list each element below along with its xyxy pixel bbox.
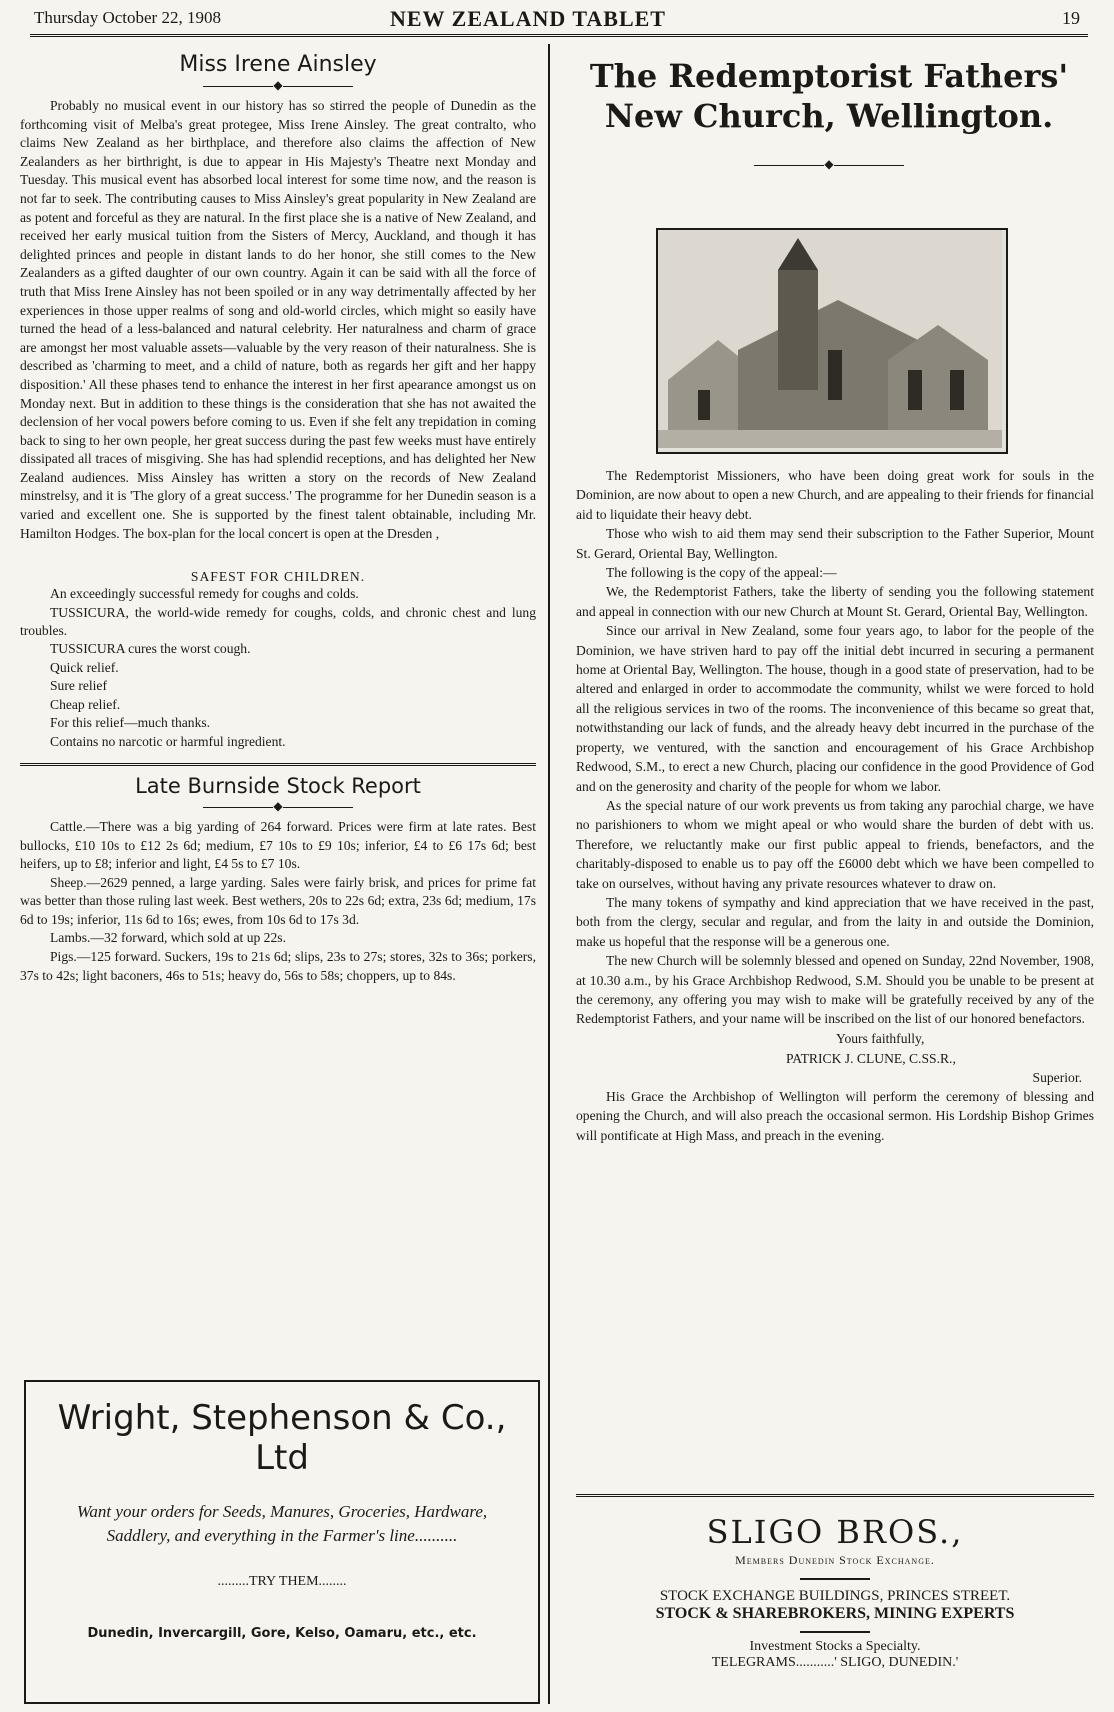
ad-slogan: Want your orders for Seeds, Manures, Groceries, Hardware, Saddlery, and everything in the Farmer's line.......... (76, 1502, 488, 1545)
sligo-trade: STOCK & SHAREBROKERS, MINING EXPERTS (655, 1605, 1015, 1622)
church-title-line1: The Redemptorist Fathers' (589, 57, 1069, 95)
page-header (30, 4, 1088, 37)
ainsley-body: Probably no musical event in our history has so stirred the people of Dunedin as the forthcoming visit of Melba's great protegee, Miss Irene Ainsley. The great contralto, who claims New Zealand as her birthplace, and therefore also claims the affection of New Zealanders as her birthright, is due to appear in His Majesty's Theatre next Monday and Tuesday. This musical event has absorbed local interest for some time now, and the reason is not far to seek. The contributing causes to Miss Ainsley's great popularity in New Zealand are as potent and forceful as they are natural. In the first place she is a native of New Zealand, and received her early musical tuition from the Sisters of Mercy, Auckland, and though it has delighted princes and people in distant lands to do her honor, she still comes to the New Zealanders as a gifted daughter of our own country. Again it can be said with all the force of truth that Miss Irene Ainsley has not been spoiled or in any way detrimentally affected by her experiences in those upper realms of song and old-world circles, which might so easily have turned the head of a less-balanced and natural celebrity. Her naturalness and charm of grace are amongst her most valuable assets—valuable by the very reason of their naturalness. She is described as 'charming to meet, and a child of nature, both as regards her gift and her happy disposition.' All these phases tend to enhance the interest in her first apearance amongst us on Monday next. But in addition to these things is the consideration that she has not awaited the declension of her vocal powers before coming to us. Even if she felt any trepidation in coming back to sing to her own people, her great success during the past few weeks must have entirely dissipated all traces of misgiving. She has had splendid receptions, and has delighted her New Zealand audiences. Miss Ainsley has written a story on the records of New Zealand minstrelsy, and it is 'The glory of a great success.' The programme for her Dunedin season is a varied and excellent one. She is supported by the finest talent obtainable, including Mr. Hamilton Hodges. The box-plan for the local concert is open at the Dresden , (20, 98, 536, 541)
list-item: Sure relief (50, 678, 107, 694)
short-rule (800, 1578, 870, 1580)
column-rule (548, 44, 550, 1704)
tussicura-line1: An exceedingly successful remedy for coughs and colds. (50, 586, 359, 602)
section-rule (20, 763, 536, 766)
list-item: For this relief—much thanks. (50, 715, 211, 731)
section-rule (576, 1494, 1094, 1497)
short-rule (800, 1631, 870, 1633)
church-p1: We, the Redemptorist Fathers, take the liberty of sending you the following statement and appeal in connection with our new Church at Mount St. Gerard, Oriental Bay, Wellington. (576, 584, 1094, 619)
ornament-divider: ◆ (564, 158, 1094, 170)
burnside-lambs: Lambs.—32 forward, which sold at up 22s. (50, 930, 286, 946)
right-column (564, 44, 1094, 176)
sligo-specialty: Investment Stocks a Specialty. (749, 1639, 921, 1654)
issue-date: Thursday October 22, 1908 (34, 8, 221, 27)
church-p5: The new Church will be solemnly blessed and opened on Sunday, 22nd November, 1908, at 10.30 a.m., by his Grace Archbishop Redwood, S.M. Should you be unable to be present at the ceremony, any offering you may wish to make will be gratefully received by any of the Redemptorist Fathers, and your name will be inscribed on the list of our honored benefactors. (576, 953, 1094, 1027)
church-p2: Since our arrival in New Zealand, some four years ago, to labor for the people of the Dominion, we have striven hard to pay off the initial debt incurred in securing a permanent home at Oriental Bay, Wellington. The house, though in a good state of preservation, had to be altered and enlarged in order to accommodate the community, whilst we were forced to hold all the religious services in two of the rooms. The inconvenience of this became so great that, notwithstanding our lack of funds, and the already heavy debt incurred in the purchase of the property, we ventured, with the sanction and encouragement of his Grace Archbishop Redwood, S.M., to erect a new Church, placing our confidence in the good Providence of God and on the generosity and charity of the people for whom we labor. (576, 623, 1094, 794)
ad-company-suffix: Ltd (255, 1438, 309, 1478)
ad-try-them: .........TRY THEM........ (217, 1574, 347, 1589)
ainsley-title: Miss Irene Ainsley (179, 52, 377, 77)
church-title (564, 56, 1094, 136)
ornament-divider: ◆ (20, 800, 536, 812)
church-p4: The many tokens of sympathy and kind appreciation that we have received in the past, both from the clergy, secular and regular, and from the laity in and outside the Dominion, make us hopeful that the response will be a generous one. (576, 894, 1094, 949)
tussicura-line3: TUSSICURA cures the worst cough. (50, 641, 251, 657)
burnside-cattle: Cattle.—There was a big yarding of 264 forward. Prices were firm at late rates. Best bullocks, £10 10s to £12 2s 6d; medium, £7 10s to £9 10s; inferior, £4 to £6 17s 6d; best heifers, up to £8; inferior and light, £4 5s to £7 10s. (20, 818, 536, 872)
burnside-sheep: Sheep.—2629 penned, a large yarding. Sales were fairly brisk, and prices for prime fat was better than those ruling last week. Best wethers, 20s to 22s 6d; extra, 23s 6d; medium, 17s 6d to 19s; inferior, 11s 6d to 16s; ewes, from 10s 6d to 17s 3d. (20, 874, 536, 927)
list-item: Quick relief. (50, 659, 119, 675)
page-number: 19 (1062, 8, 1080, 28)
church-intro1: The Redemptorist Missioners, who have been doing great work for souls in the Dominion, are now about to open a new Church, and are appealing to their friends for financial aid to liquidate their heavy debt. (576, 468, 1094, 522)
church-intro3: The following is the copy of the appeal:— (606, 565, 837, 581)
church-title-line2: New Church, Wellington. (604, 97, 1054, 135)
church-drawing (658, 230, 1002, 448)
sligo-name: SLIGO BROS., (706, 1513, 964, 1551)
sligo-ad (576, 1494, 1094, 1671)
sligo-telegrams: TELEGRAMS...........' SLIGO, DUNEDIN.' (711, 1655, 959, 1670)
church-p3: As the special nature of our work prevents us from taking any parochial charge, we have no parishioners to whom we might apeal or who would share the burden of debt with us. Therefore, we reluctantly make our first public appeal to friends, benefactors, and the charitably-disposed to enable us to pay off the £6000 debt which we have been compelled to take on ourselves, without having any private resources whatever to draw on. (576, 797, 1094, 891)
church-illustration (656, 228, 1008, 454)
tussicura-line2: TUSSICURA, the world-wide remedy for coughs, colds, and chronic chest and lung troubles. (20, 604, 536, 639)
church-role: Superior. (1032, 1069, 1082, 1085)
ornament-divider: ◆ (20, 79, 536, 91)
sligo-address: STOCK EXCHANGE BUILDINGS, PRINCES STREET. (659, 1588, 1011, 1604)
left-column (20, 44, 536, 985)
church-closing: Yours faithfully, (836, 1030, 925, 1046)
burnside-title: Late Burnside Stock Report (135, 773, 421, 798)
ad-towns: Dunedin, Invercargill, Gore, Kelso, Oamaru, etc., etc. (87, 1626, 477, 1641)
sligo-members: Members Dunedin Stock Exchange. (735, 1553, 935, 1567)
church-intro2: Those who wish to aid them may send their subscription to the Father Superior, Mount St. Gerard, Oriental Bay, Wellington. (576, 526, 1094, 561)
ad-company-name: Wright, Stephenson & Co., (57, 1398, 507, 1438)
burnside-pigs: Pigs.—125 forward. Suckers, 19s to 21s 6d; slips, 23s to 27s; stores, 32s to 36s; porkers, 37s to 42s; light baconers, 46s to 51s; heavy do, 56s to 58s; choppers, up to 84s. (20, 949, 536, 983)
tussicura-heading: SAFEST FOR CHILDREN. (190, 569, 366, 585)
list-item: Cheap relief. (50, 696, 121, 712)
list-item: Contains no narcotic or harmful ingredient. (50, 733, 286, 749)
church-article (576, 466, 1094, 1145)
tussicura-list (20, 659, 536, 751)
wright-stephenson-ad (24, 1380, 540, 1704)
church-signature: PATRICK J. CLUNE, C.SS.R., (786, 1050, 956, 1066)
masthead: NEW ZEALAND TABLET (390, 6, 666, 31)
church-p6: His Grace the Archbishop of Wellington will perform the ceremony of blessing and opening the Church, and will also preach the occasional sermon. His Lordship Bishop Grimes will pontificate at High Mass, and preach in the evening. (576, 1088, 1094, 1143)
